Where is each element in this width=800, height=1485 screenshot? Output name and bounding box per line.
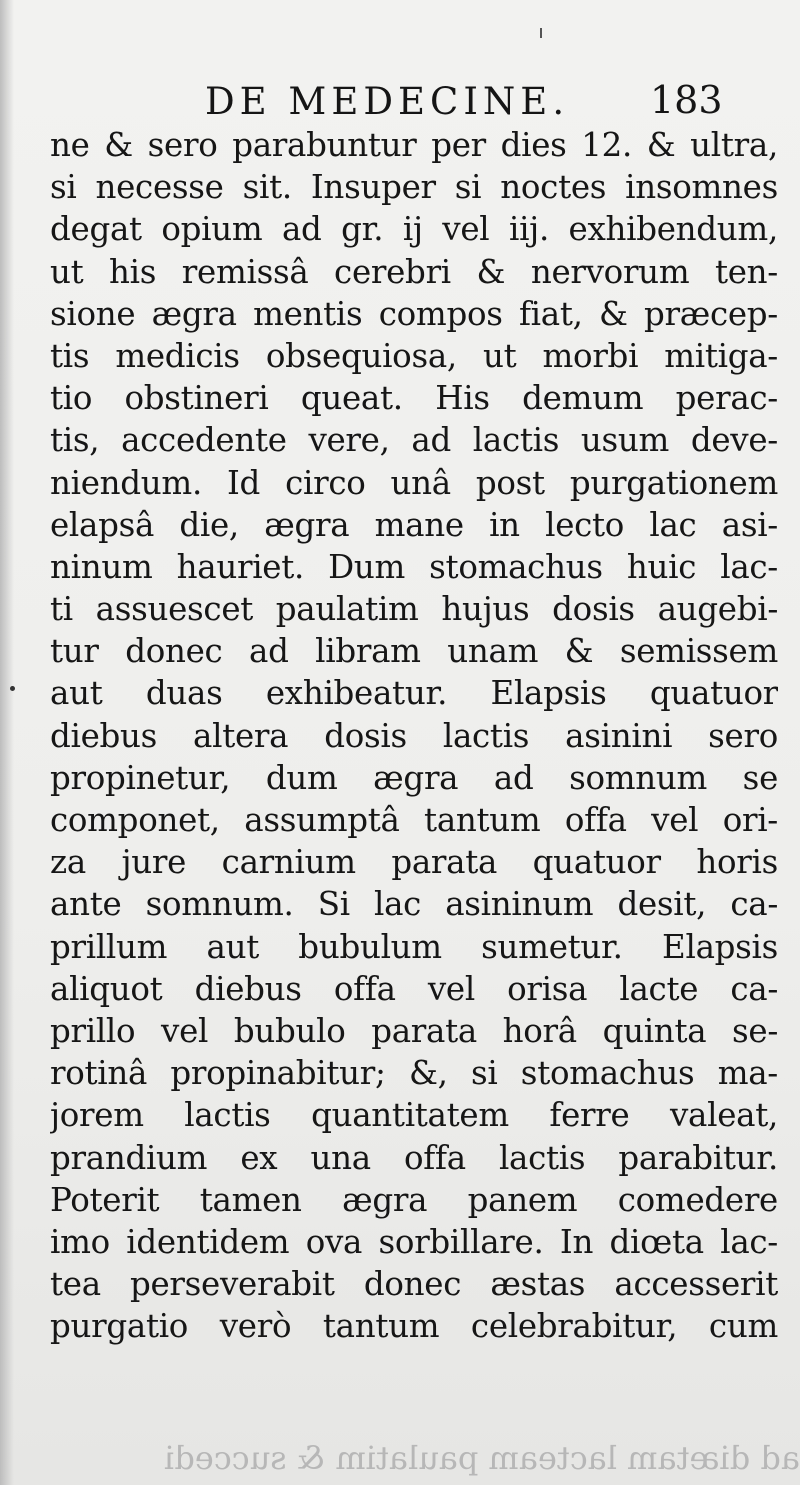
text-line: ne & sero parabuntur per dies 12. & ultra, (50, 126, 778, 164)
text-line: aut duas exhibeatur. Elapsis quatuor (50, 674, 778, 713)
text-line: prandium ex una offa lactis parabitur. (50, 1138, 778, 1177)
page-number: 183 (650, 78, 723, 122)
text-line: ut his remissâ cerebri & nervorum ten- (50, 252, 778, 291)
text-line: degat opium ad gr. ij vel iij. exhibendum, (50, 210, 778, 249)
text-line: si necesse sit. Insuper si noctes insomnes (50, 168, 778, 207)
text-line: purgatio verò tantum celebrabitur, cum (50, 1307, 778, 1346)
text-line: prillum aut bubulum sumetur. Elapsis (50, 927, 778, 966)
text-line: aliquot diebus offa vel orisa lacte ca- (50, 969, 778, 1008)
text-line: componet, assumptâ tantum offa vel ori- (50, 801, 778, 839)
text-line: ninum hauriet. Dum stomachus huic lac- (50, 547, 778, 586)
text-line: tio obstineri queat. His demum perac- (50, 379, 778, 418)
text-line: Poterit tamen ægra panem comedere (50, 1180, 778, 1219)
text-line: prillo vel bubulo parata horâ quinta se- (50, 1011, 778, 1050)
page-edge-shadow (0, 0, 14, 1485)
text-line: elapsâ die, ægra mane in lecto lac asi- (50, 505, 778, 544)
text-line: tis, accedente vere, ad lactis usum deve- (50, 421, 778, 460)
text-line: ti assuescet paulatim hujus dosis augebi- (50, 590, 778, 629)
text-line: tur donec ad libram unam & semissem (50, 632, 778, 671)
text-line: ante somnum. Si lac asininum desit, ca- (50, 885, 778, 924)
text-line: diebus altera dosis lactis asinini sero (50, 716, 778, 755)
text-line: niendum. Id circo unâ post purgationem (50, 463, 778, 502)
bleed-through-text: ad diætam lacteam paulatim & succedi (164, 1439, 800, 1477)
text-line: sione ægra mentis compos fiat, & præcep- (50, 294, 778, 333)
text-line: tis medicis obsequiosa, ut morbi mitiga- (50, 336, 778, 375)
text-line: rotinâ propinabitur; &, si stomachus ma- (50, 1054, 778, 1093)
text-line: propinetur, dum ægra ad somnum se (50, 758, 778, 797)
running-title: DE MEDECINE. (205, 80, 570, 123)
ink-mark (540, 28, 542, 38)
text-line: jorem lactis quantitatem ferre valeat, (50, 1096, 778, 1135)
text-line: za jure carnium parata quatuor horis (50, 843, 778, 882)
ink-dot (10, 686, 15, 691)
body-text (50, 124, 778, 1347)
text-line: tea perseverabit donec æstas accesserit (50, 1265, 778, 1304)
text-line: imo identidem ova sorbillare. In diœta lac- (50, 1222, 778, 1261)
